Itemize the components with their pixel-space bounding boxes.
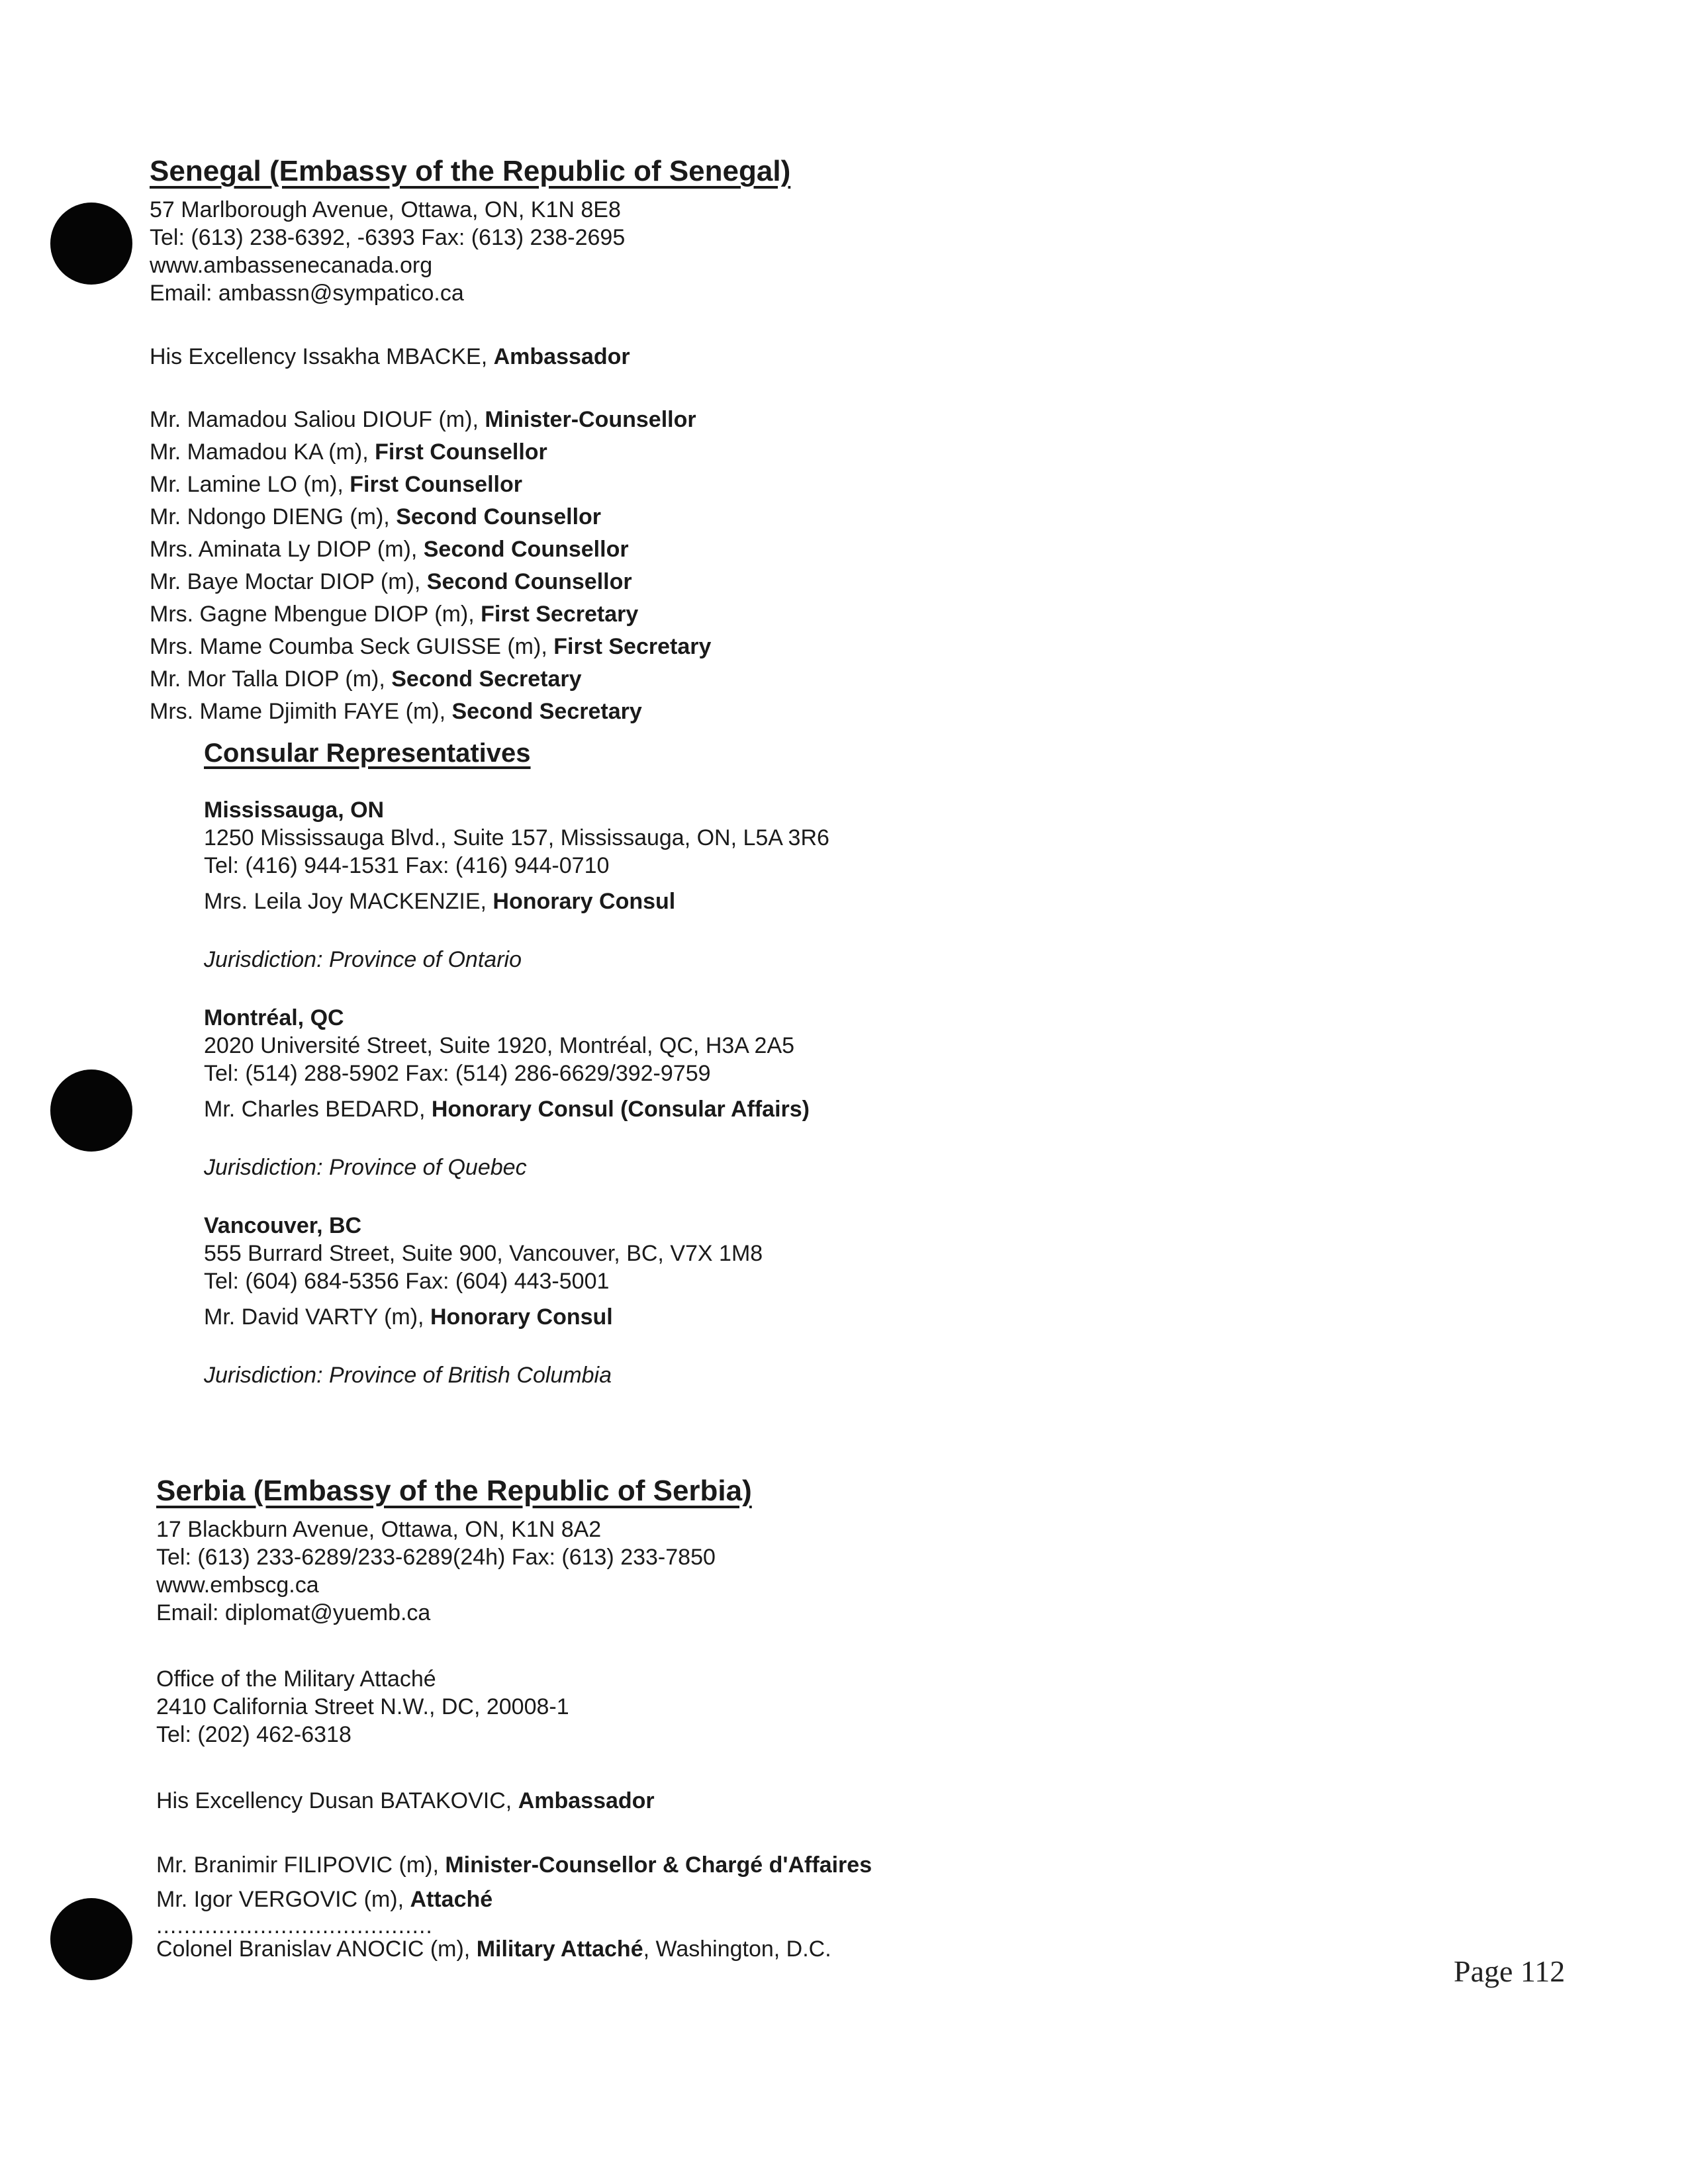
consulate-vancouver — [204, 1212, 1407, 1389]
serbia-address: 17 Blackburn Avenue, Ottawa, ON, K1N 8A2 — [156, 1517, 602, 1542]
military-office-tel: Tel: (202) 462-6318 — [156, 1722, 352, 1747]
staff-entry — [150, 566, 1407, 598]
staff-entry — [150, 501, 1407, 533]
person-name: Mrs. Leila Joy MACKENZIE, — [204, 889, 493, 914]
person-role: Honorary Consul — [430, 1304, 613, 1330]
person-role: Second Counsellor — [396, 504, 602, 529]
person-role: First Counsellor — [375, 439, 547, 465]
senegal-head-of-mission — [150, 343, 1407, 371]
consulate-representative — [204, 1303, 1407, 1331]
dotted-separator: ........................................ — [156, 1913, 433, 1938]
consulate-representative — [204, 887, 1407, 915]
person-name: Mr. Mor Talla DIOP (m), — [150, 666, 392, 692]
senegal-website: www.ambassenecanada.org — [150, 253, 433, 278]
consulate-jurisdiction: Jurisdiction: Province of Ontario — [204, 947, 522, 972]
person-role: Military Attaché — [476, 1936, 643, 1962]
staff-entry — [150, 663, 1407, 696]
page-number: Page 112 — [1454, 1954, 1566, 1988]
serbia-title: Serbia (Embassy of the Republic of Serbia) — [156, 1475, 752, 1507]
binder-hole-middle — [50, 1069, 132, 1152]
person-name: Mr. David VARTY (m), — [204, 1304, 430, 1330]
person-role: Minister-Counsellor & Chargé d'Affaires — [445, 1852, 872, 1878]
person-name: His Excellency Issakha MBACKE, — [150, 344, 494, 369]
senegal-staff-list — [150, 404, 1407, 728]
person-role: Attaché — [410, 1887, 493, 1912]
person-role: Honorary Consul — [492, 889, 676, 914]
consulate-tel: Tel: (416) 944-1531 Fax: (416) 944-0710 — [204, 853, 610, 878]
person-name: Mr. Lamine LO (m), — [150, 472, 350, 497]
person-name: His Excellency Dusan BATAKOVIC, — [156, 1788, 518, 1813]
person-name: Mr. Charles BEDARD, — [204, 1097, 432, 1122]
person-name: Mr. Igor VERGOVIC (m), — [156, 1887, 410, 1912]
serbia-website: www.embscg.ca — [156, 1572, 319, 1598]
senegal-title: Senegal (Embassy of the Republic of Senegal) — [150, 155, 791, 187]
person-role: Second Secretary — [391, 666, 582, 692]
person-name: Mr. Branimir FILIPOVIC (m), — [156, 1852, 445, 1878]
person-role: Second Counsellor — [426, 569, 632, 594]
person-name: Mr. Baye Moctar DIOP (m), — [150, 569, 427, 594]
consulate-jurisdiction: Jurisdiction: Province of Quebec — [204, 1155, 527, 1180]
person-name: Colonel Branislav ANOCIC (m), — [156, 1936, 477, 1962]
senegal-email: Email: ambassn@sympatico.ca — [150, 281, 464, 306]
staff-entry — [156, 1882, 1414, 1917]
person-role: First Secretary — [481, 602, 639, 627]
person-role: Second Counsellor — [423, 537, 629, 562]
senegal-tel: Tel: (613) 238-6392, -6393 Fax: (613) 238-2695 — [150, 225, 626, 250]
consulate-jurisdiction: Jurisdiction: Province of British Columbia — [204, 1363, 612, 1388]
person-role: Ambassador — [493, 344, 630, 369]
staff-entry — [150, 404, 1407, 436]
military-office-title: Office of the Military Attaché — [156, 1666, 436, 1692]
consulate-address: 2020 Université Street, Suite 1920, Montréal, QC, H3A 2A5 — [204, 1033, 795, 1058]
person-role: Ambassador — [518, 1788, 655, 1813]
consulate-address: 1250 Mississauga Blvd., Suite 157, Mississauga, ON, L5A 3R6 — [204, 825, 829, 850]
person-name: Mrs. Gagne Mbengue DIOP (m), — [150, 602, 481, 627]
staff-entry — [150, 436, 1407, 469]
staff-entry — [150, 469, 1407, 501]
staff-entry — [150, 631, 1407, 663]
consulate-tel: Tel: (514) 288-5902 Fax: (514) 286-6629/392-9759 — [204, 1061, 711, 1086]
consulate-city: Montréal, QC — [204, 1005, 344, 1030]
person-role: First Counsellor — [350, 472, 522, 497]
person-name: Mr. Mamadou KA (m), — [150, 439, 375, 465]
consulate-montreal — [204, 1004, 1407, 1181]
consular-title: Consular Representatives — [204, 739, 531, 768]
serbia-section — [156, 1475, 1414, 1963]
consulate-city: Vancouver, BC — [204, 1213, 362, 1238]
consulate-address: 555 Burrard Street, Suite 900, Vancouver, BC, V7X 1M8 — [204, 1241, 763, 1266]
serbia-head-of-mission — [156, 1787, 1414, 1815]
consulate-representative — [204, 1095, 1407, 1123]
senegal-address: 57 Marlborough Avenue, Ottawa, ON, K1N 8E8 — [150, 197, 621, 222]
consulate-mississauga — [204, 796, 1407, 974]
consulate-city: Mississauga, ON — [204, 797, 385, 823]
military-office-address: 2410 California Street N.W., DC, 20008-1 — [156, 1694, 569, 1719]
person-role: Honorary Consul (Consular Affairs) — [431, 1097, 810, 1122]
military-attache-entry — [156, 1935, 1414, 1963]
person-role: Minister-Counsellor — [485, 407, 696, 432]
staff-entry — [150, 598, 1407, 631]
person-location: , Washington, D.C. — [643, 1936, 831, 1962]
serbia-tel: Tel: (613) 233-6289/233-6289(24h) Fax: (613) 233-7850 — [156, 1545, 716, 1570]
consulate-tel: Tel: (604) 684-5356 Fax: (604) 443-5001 — [204, 1269, 610, 1294]
serbia-staff-list — [156, 1848, 1414, 1917]
binder-hole-top — [50, 203, 132, 285]
person-name: Mrs. Aminata Ly DIOP (m), — [150, 537, 424, 562]
senegal-section — [150, 155, 1407, 1389]
person-role: First Secretary — [553, 634, 712, 659]
person-name: Mr. Ndongo DIENG (m), — [150, 504, 397, 529]
serbia-email: Email: diplomat@yuemb.ca — [156, 1600, 431, 1625]
consular-section — [204, 739, 1407, 1389]
person-role: Second Secretary — [451, 699, 642, 724]
staff-entry — [156, 1848, 1414, 1882]
binder-hole-bottom — [50, 1898, 132, 1980]
person-name: Mrs. Mame Coumba Seck GUISSE (m), — [150, 634, 554, 659]
staff-entry — [150, 533, 1407, 566]
staff-entry — [150, 696, 1407, 728]
person-name: Mrs. Mame Djimith FAYE (m), — [150, 699, 452, 724]
person-name: Mr. Mamadou Saliou DIOUF (m), — [150, 407, 485, 432]
